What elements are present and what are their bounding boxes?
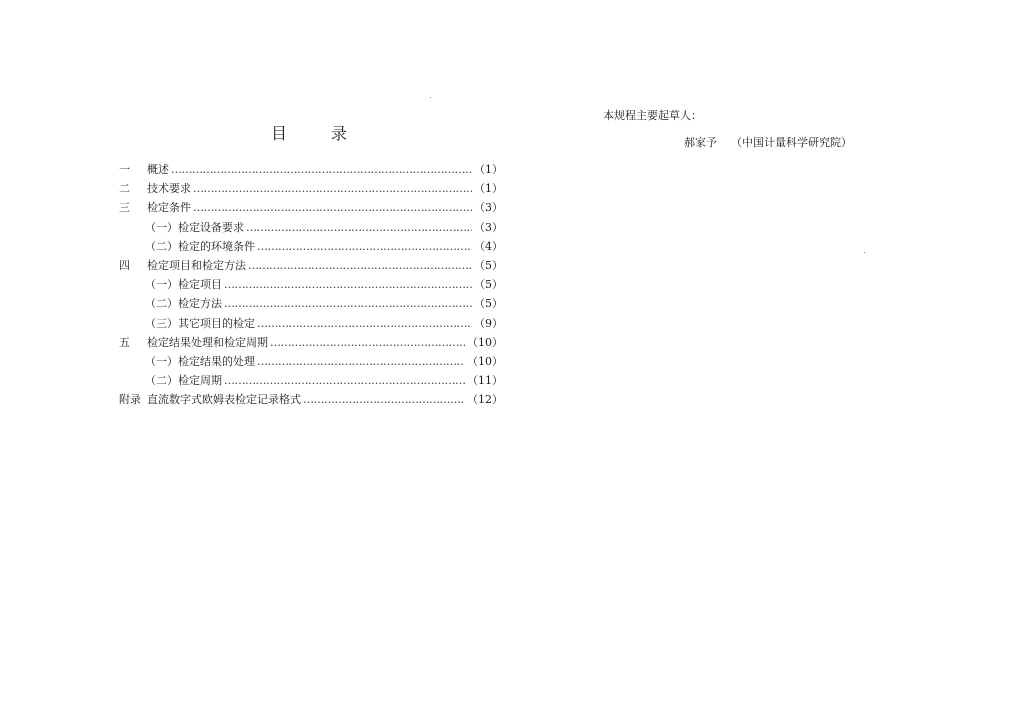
- toc-entry-title: （一）检定设备要求: [145, 220, 244, 234]
- toc-entry: [119, 294, 503, 313]
- toc-leader-dots: [257, 314, 472, 333]
- table-of-contents: [119, 160, 503, 409]
- toc-title: [271, 121, 347, 144]
- toc-entry-title: （二）检定周期: [145, 374, 222, 388]
- drafters-label: 本规程主要起草人：: [603, 109, 702, 122]
- toc-entry-page: （5）: [474, 297, 503, 311]
- toc-entry: [119, 218, 503, 237]
- toc-leader-dots: [224, 275, 472, 294]
- toc-entry-page: （10）: [467, 335, 503, 349]
- drafter-line: [684, 134, 852, 150]
- toc-leader-dots: [248, 256, 472, 275]
- toc-entry-number: 三: [119, 201, 130, 215]
- toc-entry-number: 二: [119, 182, 130, 196]
- toc-entry-page: （9）: [474, 316, 503, 330]
- toc-entry: [119, 275, 503, 294]
- toc-entry: [119, 237, 503, 256]
- toc-entry-page: （1）: [474, 163, 503, 176]
- toc-leader-dots: [193, 179, 472, 198]
- toc-leader-dots: [270, 333, 465, 352]
- toc-entry: [119, 352, 503, 371]
- toc-leader-dots: [171, 160, 472, 179]
- toc-entry-number: 一: [119, 163, 130, 176]
- toc-entry: [119, 179, 503, 198]
- scan-speck: [430, 97, 431, 98]
- toc-entry-page: （5）: [474, 278, 503, 292]
- toc-entry-number: 附录: [119, 393, 141, 407]
- toc-entry-page: （3）: [474, 201, 503, 215]
- drafters-section: [603, 107, 702, 123]
- drafter-name: 郝家予: [684, 136, 717, 149]
- toc-title-char-2: 录: [331, 124, 348, 143]
- toc-entry-page: （4）: [474, 239, 503, 253]
- toc-entry-number: 五: [119, 335, 130, 349]
- toc-entry-title: （二）检定的环境条件: [145, 239, 255, 253]
- toc-entry-title: 直流数字式欧姆表检定记录格式: [147, 393, 301, 407]
- toc-entry-title: （二）检定方法: [145, 297, 222, 311]
- toc-title-char-1: 目: [271, 124, 288, 143]
- toc-entry-title: （一）检定结果的处理: [145, 354, 255, 368]
- drafter-org: （中国计量科学研究院）: [731, 136, 852, 149]
- toc-entry-page: （5）: [474, 258, 503, 272]
- toc-entry-page: （10）: [467, 354, 503, 368]
- toc-entry: [119, 198, 503, 217]
- toc-leader-dots: [193, 198, 472, 217]
- toc-leader-dots: [257, 352, 465, 371]
- toc-entry-title: （三）其它项目的检定: [145, 316, 255, 330]
- toc-entry-title: （一）检定项目: [145, 278, 222, 292]
- toc-entry: [119, 333, 503, 352]
- scan-speck: [864, 252, 865, 253]
- toc-entry: [119, 160, 503, 179]
- toc-entry-number: 四: [119, 258, 130, 272]
- toc-entry-title: 概述: [147, 163, 169, 176]
- toc-entry-page: （12）: [467, 393, 503, 407]
- toc-leader-dots: [257, 237, 472, 256]
- toc-entry-page: （3）: [474, 220, 503, 234]
- toc-entry-page: （11）: [467, 374, 503, 388]
- toc-entry: [119, 256, 503, 275]
- toc-leader-dots: [246, 218, 472, 237]
- toc-leader-dots: [303, 390, 465, 409]
- toc-entry: [119, 390, 503, 409]
- toc-entry-title: 检定条件: [147, 201, 191, 215]
- toc-entry-page: （1）: [474, 182, 503, 196]
- toc-entry: [119, 314, 503, 333]
- toc-leader-dots: [224, 294, 472, 313]
- toc-leader-dots: [224, 371, 465, 390]
- toc-entry-title: 检定结果处理和检定周期: [147, 335, 268, 349]
- toc-entry: [119, 371, 503, 390]
- toc-entry-title: 检定项目和检定方法: [147, 258, 246, 272]
- toc-entry-title: 技术要求: [147, 182, 191, 196]
